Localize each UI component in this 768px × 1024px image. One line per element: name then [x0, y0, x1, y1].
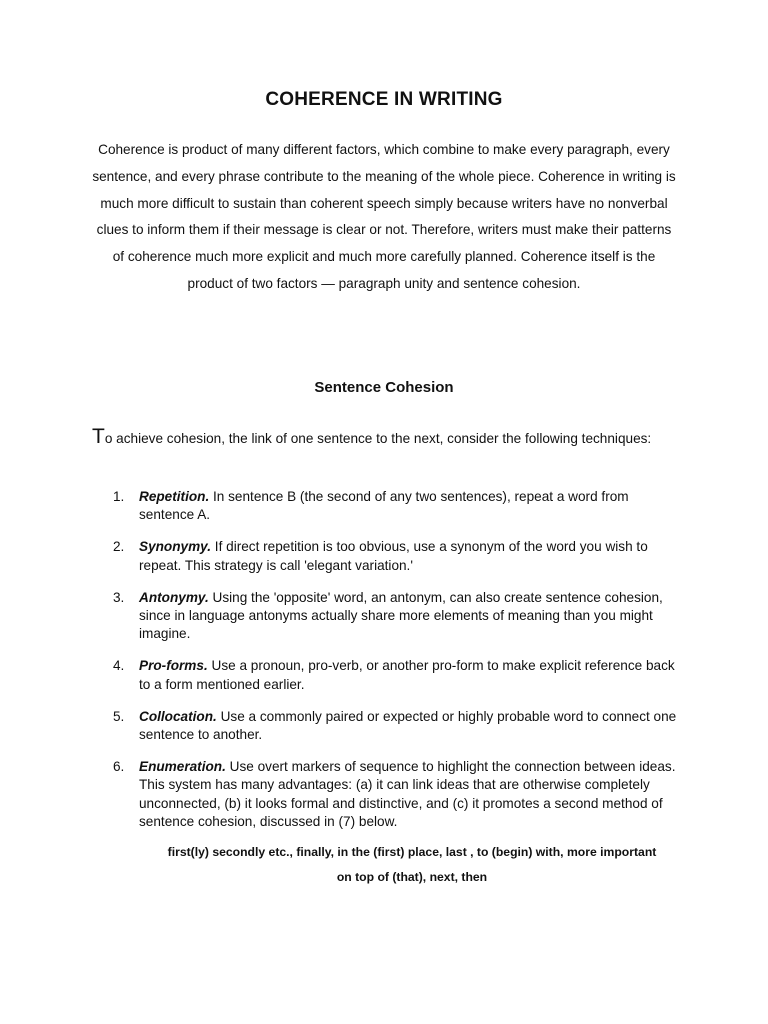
lead-text: o achieve cohesion, the link of one sentence to the next, consider the following techniques: [104, 431, 652, 446]
list-item [92, 758, 682, 831]
list-item-number: 3. [113, 589, 125, 605]
list-item-number: 4. [113, 658, 125, 674]
list-item-number: 2. [113, 539, 125, 555]
list-item-term: Antonymy. [139, 589, 209, 605]
list-item-text: Use a commonly paired or expected or highly probable word to connect one sentence to another. [139, 708, 677, 743]
list-item [92, 538, 682, 574]
page-title: COHERENCE IN WRITING [265, 89, 503, 110]
list-item-number: 6. [113, 759, 125, 775]
list-item-term: Collocation. [139, 708, 217, 724]
list-item-number: 5. [113, 708, 125, 724]
list-item-text: Use a pronoun, pro-verb, or another pro-form to make explicit reference back to a form mentioned earlier. [139, 658, 675, 692]
sequence-markers-examples [92, 840, 732, 890]
list-item-number: 1. [113, 489, 125, 504]
list-item-text: In sentence B (the second of any two sentences), repeat a word from sentence A. [139, 489, 629, 523]
section-heading: Sentence Cohesion [314, 379, 454, 396]
list-item-text: Use overt markers of sequence to highlight the connection between ideas. This system has many advantages: (a) it can link ideas that are otherwise completely unconnected, (b) it looks formal and distinctive, and (c) it promotes a second method of sentence cohesion, discussed in (7) below. [139, 759, 676, 829]
list-item-term: Repetition. [139, 489, 210, 504]
list-item-text: If direct repetition is too obvious, use a synonym of the word you wish to repeat. This strategy is call 'elegant variation.' [139, 539, 648, 573]
intro-paragraph: Coherence is product of many different factors, which combine to make every paragraph, every sentence, and every phrase contribute to the meaning of the whole piece. Coherence in writing is much more difficult to sustain than coherent speech simply because writers have no nonverbal clues to inform them if their message is clear or not. Therefore, writers must make their patterns of coherence much more explicit and much more carefully planned. Coherence itself is the product of two factors — paragraph unity and sentence cohesion. [92, 142, 676, 291]
techniques-list [92, 488, 682, 845]
lead-paragraph [92, 427, 652, 449]
list-item-term: Synonymy. [139, 539, 212, 555]
list-item-term: Pro-forms. [139, 658, 208, 674]
list-item [92, 488, 682, 524]
list-item [92, 708, 682, 744]
examples-line-1: first(ly) secondly etc., finally, in the (first) place, last , to (begin) with, more important [167, 845, 657, 859]
lead-dropcap: T [92, 425, 105, 448]
list-item [92, 657, 682, 693]
list-item-text: Using the 'opposite' word, an antonym, can also create sentence cohesion, since in language antonyms actually share more elements of meaning than you might imagine. [139, 589, 663, 642]
list-item [92, 589, 682, 644]
examples-line-2: on top of (that), next, then [336, 870, 488, 884]
list-item-term: Enumeration. [139, 759, 226, 775]
